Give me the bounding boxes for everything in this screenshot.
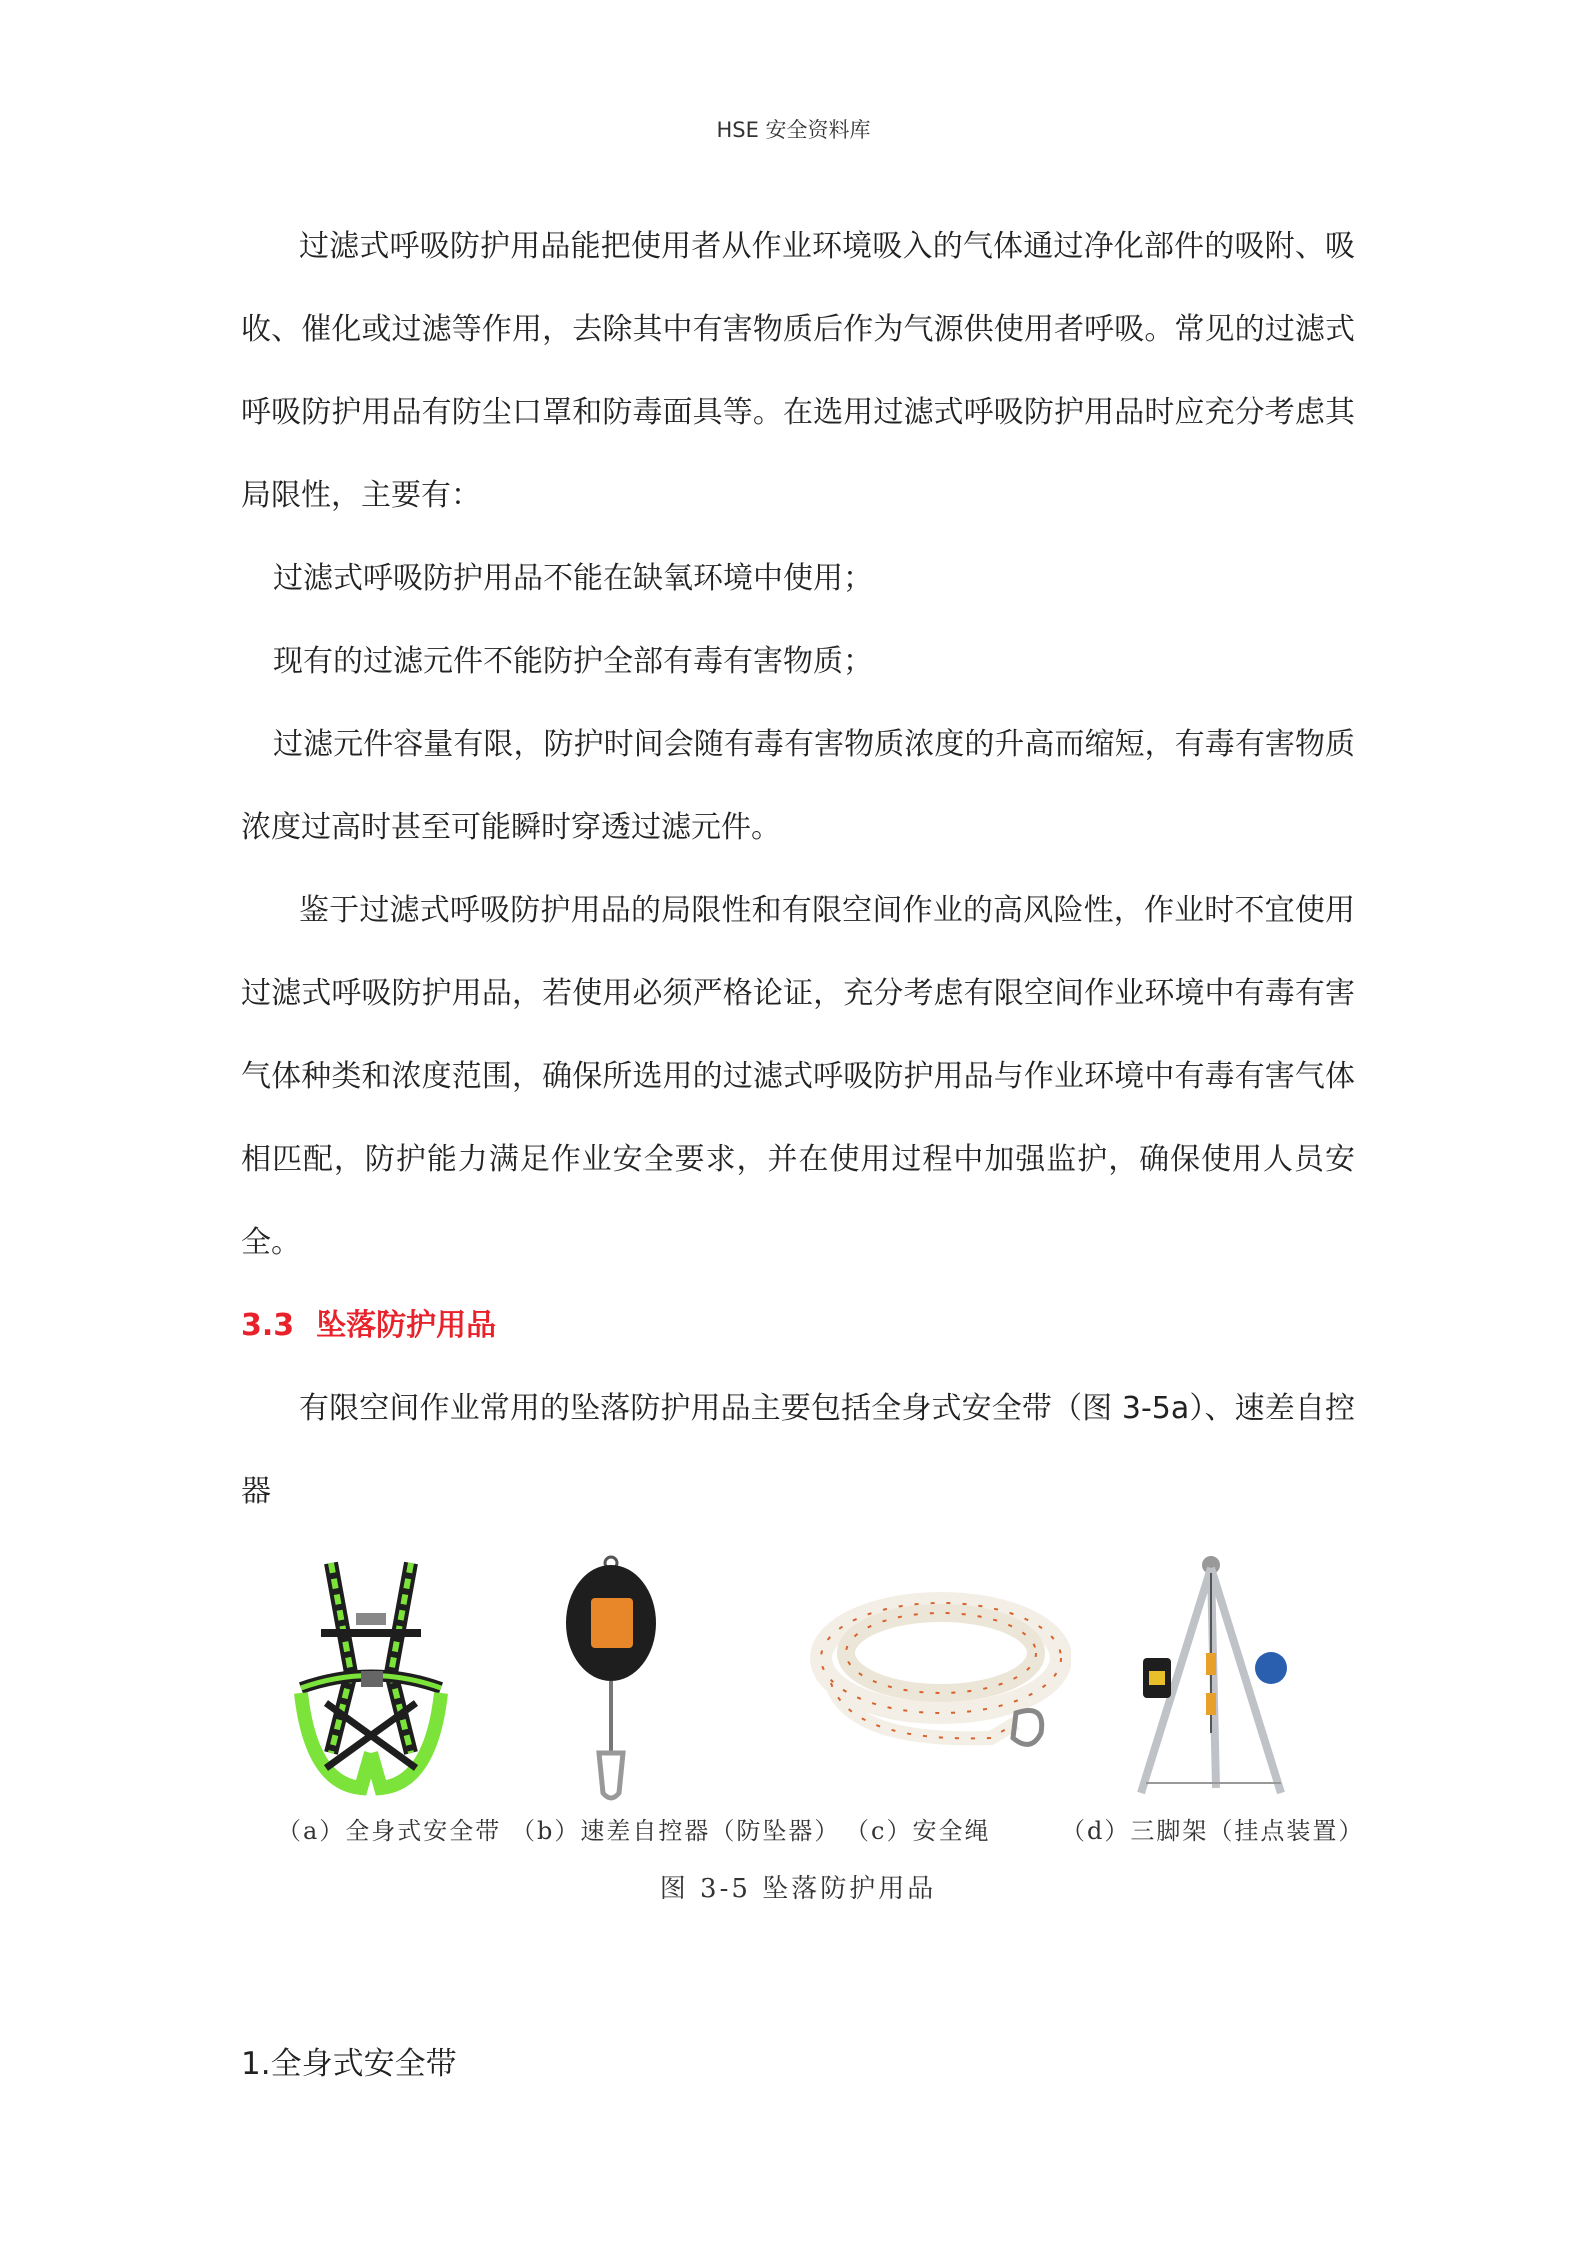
paragraph-usage-caution: 鉴于过滤式呼吸防护用品的局限性和有限空间作业的高风险性，作业时不宜使用过滤式呼吸防护用品，若使用必须严格论证，充分考虑有限空间作业环境中有毒有害气体种类和浓度范围，确保所选用的过滤式呼吸防护用品与作业环境中有毒有害气体相匹配，防护能力满足作业安全要求，并在使用过程中加强监护，确保使用人员安全。 (241, 893, 1355, 1260)
figure-item-safety-rope (791, 1553, 1071, 1803)
tripod-anchor-image (1121, 1553, 1301, 1803)
page-header: HSE 安全资料库 (716, 118, 871, 142)
limitation-item-1: 过滤式呼吸防护用品不能在缺氧环境中使用； (273, 561, 873, 596)
figure-item-tripod (1121, 1553, 1301, 1803)
section-number: 3.3 (241, 1308, 295, 1343)
caption-c: （c）安全绳 (845, 1817, 991, 1845)
document-body (241, 205, 1365, 2106)
self-retracting-lifeline-image (511, 1553, 711, 1803)
paragraph-filter-respirator-intro: 过滤式呼吸防护用品能把使用者从作业环境吸入的气体通过净化部件的吸附、吸收、催化或过滤等作用，去除其中有害物质后作为气源供使用者呼吸。常见的过滤式呼吸防护用品有防尘口罩和防毒面具等。在选用过滤式呼吸防护用品时应充分考虑其局限性，主要有： (241, 229, 1355, 513)
caption-a: （a）全身式安全带 (277, 1817, 502, 1845)
figure-item-harness (261, 1553, 481, 1803)
figure-3-5 (241, 1553, 1365, 2023)
caption-b: （b）速差自控器（防坠器） (511, 1817, 841, 1845)
caption-d: （d）三脚架（挂点装置） (1061, 1817, 1365, 1845)
subheading-full-body-harness: 1.全身式安全带 (241, 2046, 457, 2082)
section-heading (241, 1284, 1355, 1367)
safety-rope-image (791, 1553, 1071, 1803)
limitation-item-3: 过滤元件容量有限，防护时间会随有毒有害物质浓度的升高而缩短，有毒有害物质浓度过高时甚至可能瞬时穿透过滤元件。 (241, 727, 1355, 845)
section-title: 坠落防护用品 (316, 1308, 497, 1343)
full-body-harness-image (261, 1553, 481, 1803)
limitation-item-2: 现有的过滤元件不能防护全部有毒有害物质； (273, 644, 873, 679)
figure-title: 图 3-5 坠落防护用品 (659, 1874, 937, 1904)
figure-item-retractor (511, 1553, 711, 1803)
paragraph-fall-protection-intro: 有限空间作业常用的坠落防护用品主要包括全身式安全带（图 3-5a）、速差自控器 (241, 1391, 1355, 1509)
